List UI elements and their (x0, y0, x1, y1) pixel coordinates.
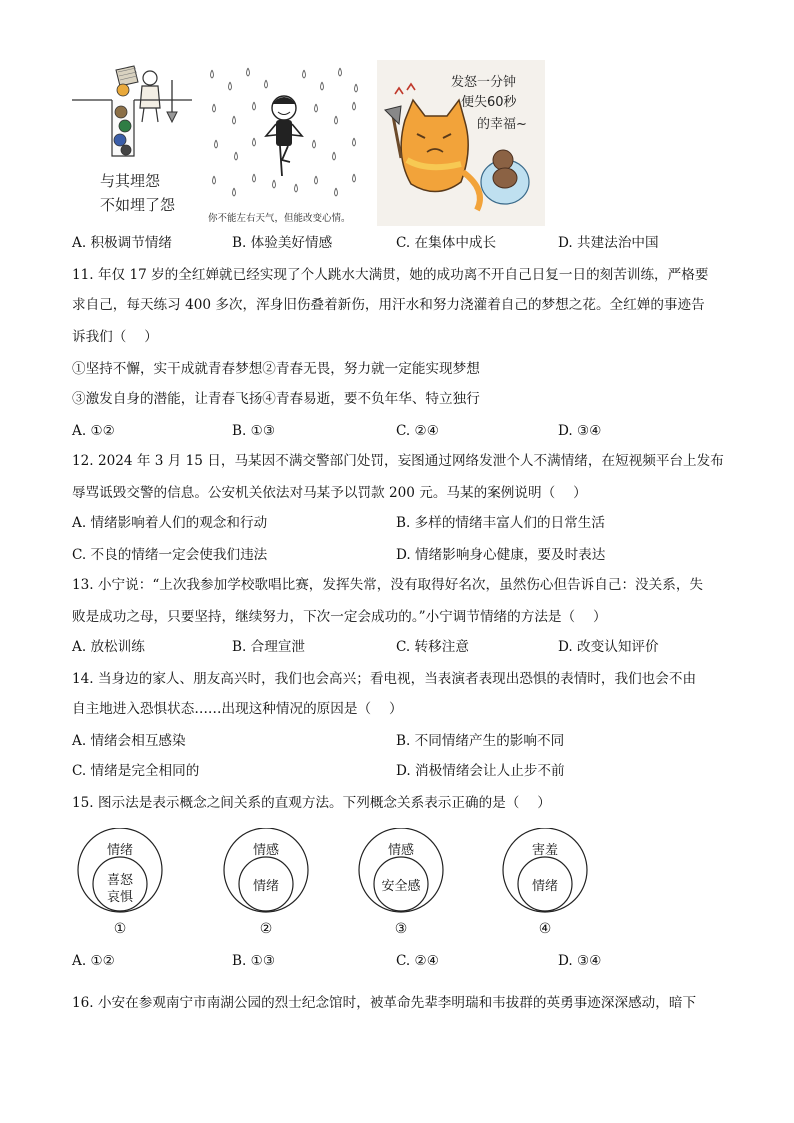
diagram-1-outer: 情绪 (106, 843, 134, 858)
q13-option-c: C. 转移注意 (396, 639, 469, 655)
q13-option-b: B. 合理宣泄 (232, 639, 306, 655)
q14-option-c: C. 情绪是完全相同的 (72, 763, 200, 779)
q14-option-b: B. 不同情绪产生的影响不同 (396, 733, 565, 749)
cartoon3-text-line1: 发怒一分钟 (451, 75, 517, 90)
q13-option-d: D. 改变认知评价 (558, 639, 659, 655)
q12-stem-line1: 12. 2024 年 3 月 15 日，马某因不满交警部门处罚，妄图通过网络发泄个人不满情绪，在短视频平台上发布 (72, 453, 724, 469)
q16-stem-line1: 16. 小安在参观南宁市南湖公园的烈士纪念馆时，被革命先辈李明瑞和韦拔群的英勇事迹深深感动，暗下 (72, 995, 697, 1011)
diagram-2-outer: 情感 (252, 843, 280, 858)
cartoon-bury-complaints-drawing (72, 60, 192, 226)
q13-option-a: A. 放松训练 (72, 639, 145, 655)
q11-option-b: B. ①③ (232, 423, 276, 439)
q13-stem-line1: 13. 小宁说：“上次我参加学校歌唱比赛，发挥失常，没有取得好名次，虽然伤心但告诉自己：没关系，失 (72, 577, 704, 593)
cartoon1-text-line1: 与其埋怨 (100, 172, 161, 190)
cartoon-bury-complaints (72, 60, 192, 226)
q12-option-c: C. 不良的情绪一定会使我们违法 (72, 547, 268, 563)
q11-stem-line1: 11. 年仅 17 岁的全红婵就已经实现了个人跳水大满贯，她的成功离不开自己日复一日的刻苦训练，严格要 (72, 267, 709, 283)
diagram-3-number: ③ (394, 921, 408, 937)
cartoon3-text-line2: 便失60秒 (461, 95, 517, 110)
cartoon3-text-line3: 的幸福~ (477, 117, 527, 132)
q12-option-b: B. 多样的情绪丰富人们的日常生活 (396, 515, 605, 531)
q11-statement-1: ①坚持不懈，实干成就青春梦想②青春无畏，努力就一定能实现梦想 (72, 361, 480, 377)
cartoon-angry-cat-drawing (377, 60, 545, 226)
diagram-1 (78, 828, 162, 937)
q10-option-c: C. 在集体中成长 (396, 235, 497, 251)
diagram-1-inner-line2: 哀惧 (106, 890, 134, 905)
q11-option-a: A. ①② (72, 423, 115, 439)
diagram-2-inner-line1: 情绪 (252, 879, 280, 894)
q14-stem-line1: 14. 当身边的家人、朋友高兴时，我们也会高兴；看电视，当表演者表现出恐惧的表情时，我们也会不由 (72, 671, 697, 687)
q10-option-a: A. 积极调节情绪 (72, 235, 173, 251)
cartoon-angry-cat (377, 60, 545, 226)
cartoon-rain-mood (204, 60, 364, 226)
q15-option-a: A. ①② (72, 953, 115, 969)
cartoon1-text-line2: 不如埋了怨 (100, 196, 176, 214)
diagram-4-inner-line1: 情绪 (531, 879, 559, 894)
q12-stem-line2: 辱骂诋毁交警的信息。公安机关依法对马某予以罚款 200 元。马某的案例说明（ ） (72, 485, 587, 501)
q11-option-d: D. ③④ (558, 423, 602, 439)
q11-statement-2: ③激发自身的潜能，让青春飞扬④青春易逝，要不负年华、特立独行 (72, 391, 480, 407)
q12-option-a: A. 情绪影响着人们的观念和行动 (72, 515, 268, 531)
q10-option-d: D. 共建法治中国 (558, 235, 659, 251)
diagram-2 (224, 828, 308, 937)
cartoon-rain-mood-drawing (204, 60, 364, 226)
q11-stem-line2: 求自己，每天练习 400 多次，浑身旧伤叠着新伤，用汗水和努力浇灌着自己的梦想之花。全红婵的事迹告 (72, 297, 705, 313)
q15-option-b: B. ①③ (232, 953, 276, 969)
diagram-1-inner-line1: 喜怒 (106, 873, 134, 888)
diagram-4-number: ④ (538, 921, 552, 937)
q14-stem-line2: 自主地进入恐惧状态……出现这种情况的原因是（ ） (72, 701, 403, 717)
diagram-3-outer: 情感 (387, 843, 415, 858)
q15-stem-line1: 15. 图示法是表示概念之间关系的直观方法。下列概念关系表示正确的是（ ） (72, 795, 551, 811)
q10-option-b: B. 体验美好情感 (232, 235, 333, 251)
q15-diagrams (76, 828, 676, 944)
q11-option-c: C. ②④ (396, 423, 439, 439)
diagram-1-number: ① (113, 921, 127, 937)
cartoon2-caption: 你不能左右天气，但能改变心情。 (208, 213, 351, 224)
q15-option-c: C. ②④ (396, 953, 439, 969)
diagram-4 (503, 828, 587, 937)
q14-option-a: A. 情绪会相互感染 (72, 733, 186, 749)
q12-option-d: D. 情绪影响身心健康，要及时表达 (396, 547, 606, 563)
diagram-2-number: ② (259, 921, 273, 937)
q15-diagrams-svg (76, 828, 676, 944)
q15-option-d: D. ③④ (558, 953, 602, 969)
diagram-3 (359, 828, 443, 937)
diagram-4-outer: 害羞 (531, 843, 559, 858)
diagram-3-inner-line1: 安全感 (381, 879, 421, 894)
q11-stem-line3: 诉我们（ ） (72, 329, 158, 345)
q14-option-d: D. 消极情绪会让人止步不前 (396, 763, 565, 779)
q13-stem-line2: 败是成功之母，只要坚持，继续努力，下次一定会成功的。”小宁调节情绪的方法是（ ） (72, 609, 607, 625)
